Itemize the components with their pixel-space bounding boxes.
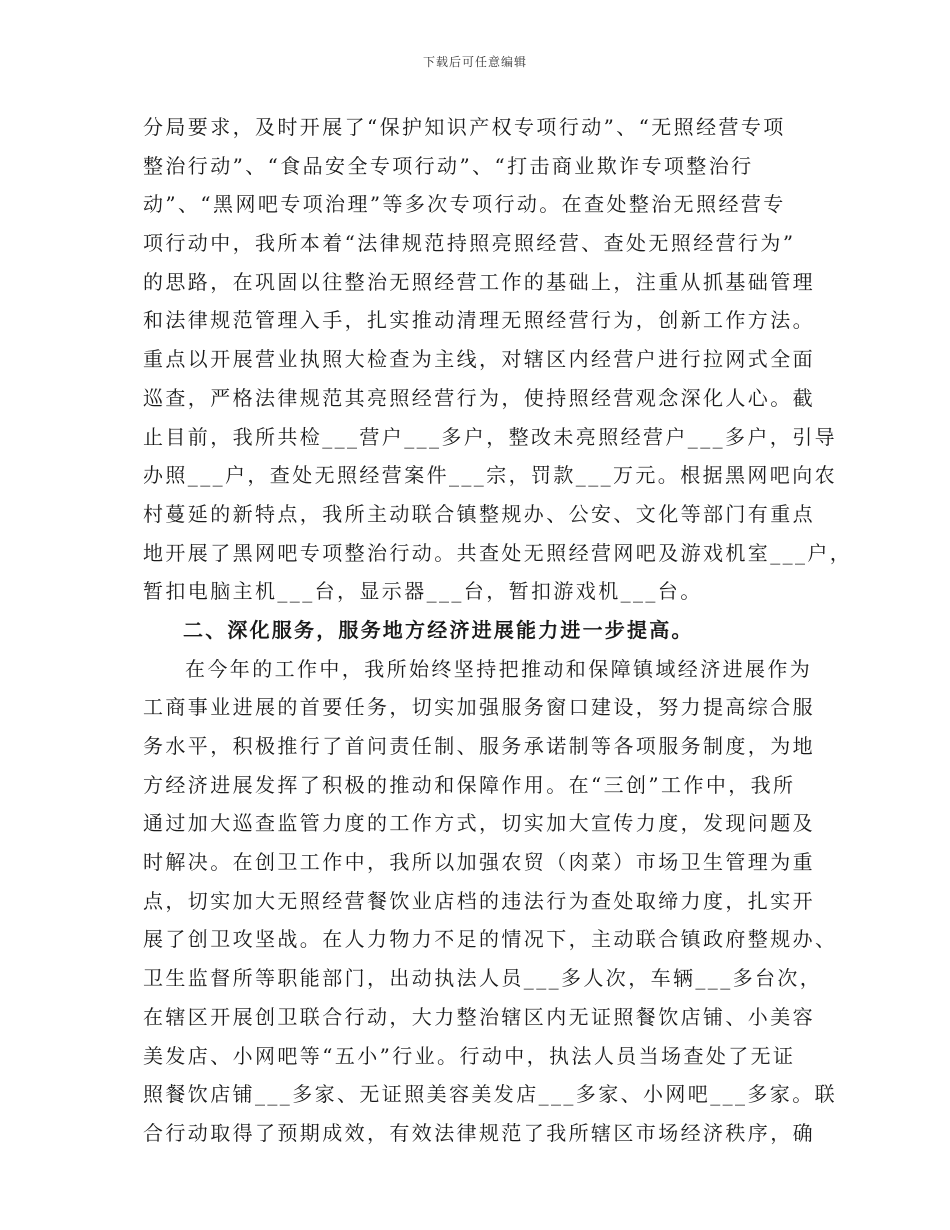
text-line: 重点以开展营业执照大检查为主线，对辖区内经营户进行拉网式全面 — [143, 347, 815, 372]
section-2-heading: 二、深化服务，服务地方经济进展能力进一步提高。 — [183, 617, 694, 642]
text-line: 办照___户，查处无照经营案件___宗，罚款___万元。根据黑网吧向农 — [143, 463, 837, 488]
text-line: 止目前，我所共检___营户___多户，整改未亮照经营户___多户，引导 — [143, 424, 837, 449]
text-line: 工商事业进展的首要任务，切实加强服务窗口建设，努力提高综合服 — [143, 695, 815, 720]
text-line: 卫生监督所等职能部门，出动执法人员___多人次，车辆___多台次， — [143, 966, 823, 991]
text-line: 照餐饮店铺___多家、无证照美容美发店___多家、小网吧___多家。联 — [143, 1082, 837, 1107]
text-line: 和法律规范管理入手，扎实推动清理无照经营行为，创新工作方法。 — [143, 308, 815, 333]
text-line: 的思路，在巩固以往整治无照经营工作的基础上，注重从抓基础管理 — [143, 269, 815, 294]
page-header: 下载后可任意编辑 — [422, 55, 527, 69]
text-line: 美发店、小网吧等“五小”行业。行动中，执法人员当场查处了无证 — [143, 1043, 796, 1068]
text-line: 暂扣电脑主机___台，显示器___台，暂扣游戏机___台。 — [143, 579, 703, 604]
text-line: 地开展了黑网吧专项整治行动。共查处无照经营网吧及游戏机室___户， — [143, 540, 853, 565]
text-line: 方经济进展发挥了积极的推动和保障作用。在“三创”工作中，我所 — [143, 772, 796, 797]
text-line: 分局要求，及时开展了“保护知识产权专项行动”、“无照经营专项 — [143, 115, 786, 139]
text-line: 合行动取得了预期成效，有效法律规范了我所辖区市场经济秩序，确 — [143, 1120, 815, 1145]
text-line: 时解决。在创卫工作中，我所以加强农贸（肉菜）市场卫生管理为重 — [143, 850, 815, 875]
text-line: 动”、“黑网吧专项治理”等多次专项行动。在查处整治无照经营专 — [143, 192, 786, 217]
text-line: 展了创卫攻坚战。在人力物力不足的情况下，主动联合镇政府整规办、 — [143, 927, 838, 952]
text-line: 在今年的工作中，我所始终坚持把推动和保障镇域经济进展作为 — [185, 656, 813, 681]
text-line: 整治行动”、“食品安全专项行动”、“打击商业欺诈专项整治行 — [143, 153, 754, 178]
text-line: 项行动中，我所本着“法律规范持照亮照经营、查处无照经营行为” — [143, 231, 796, 256]
text-line: 村蔓延的新特点，我所主动联合镇整规办、公安、文化等部门有重点 — [143, 501, 815, 526]
text-line: 通过加大巡查监管力度的工作方式，切实加大宣传力度，发现问题及 — [143, 811, 815, 836]
section-1-paragraph — [143, 108, 853, 611]
text-line: 点，切实加大无照经营餐饮业店档的违法行为查处取缔力度，扎实开 — [143, 888, 815, 913]
section-2-paragraph — [143, 650, 838, 1153]
text-line: 巡查，严格法律规范其亮照经营行为，使持照经营观念深化人心。截 — [143, 385, 815, 410]
text-line: 在辖区开展创卫联合行动，大力整治辖区内无证照餐饮店铺、小美容 — [143, 1004, 815, 1029]
document-body — [143, 108, 853, 1153]
text-line: 务水平，积极推行了首问责任制、服务承诺制等各项服务制度，为地 — [143, 734, 815, 758]
